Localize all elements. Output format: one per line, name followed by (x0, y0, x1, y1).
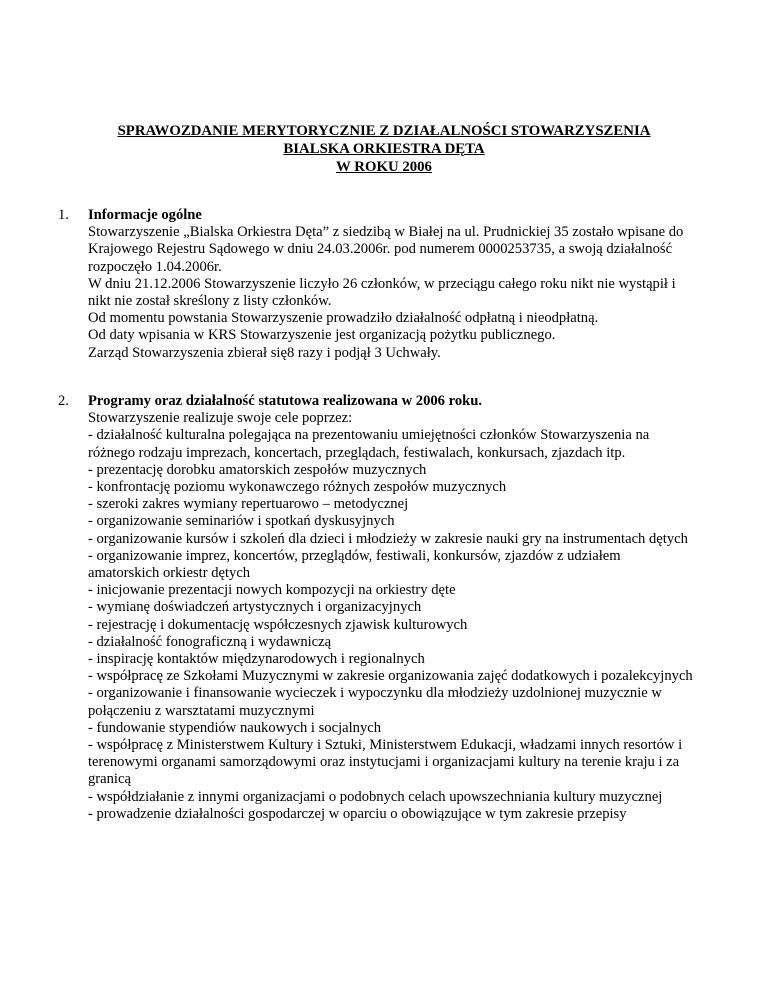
paragraph-line: Stowarzyszenie „Bialska Orkiestra Dęta” z siedzibą w Białej na ul. Prudnickiej 35 zostało wpisane do (88, 224, 684, 241)
list-line: różnego rodzaju imprezach, koncertach, przeglądach, festiwalach, konkursach, zjazdach itp. (88, 444, 626, 461)
list-line: - organizowanie i finansowanie wycieczek i wypoczynku dla młodzieży uzdolnionej muzycznie w (88, 685, 662, 702)
list-line: - fundowanie stypendiów naukowych i socjalnych (88, 719, 382, 736)
list-line: - prowadzenie działalności gospodarczej w oparciu o obowiązujące w tym zakresie przepisy (88, 805, 627, 822)
section-intro: Stowarzyszenie realizuje swoje cele poprzez: (88, 410, 353, 427)
list-line: - współpracę z Ministerstwem Kultury i Sztuki, Ministerstwem Edukacji, władzami innych resortów i (88, 737, 683, 754)
list-line: amatorskich orkiestr dętych (88, 565, 251, 582)
list-line: - działalność fonograficzną i wydawniczą (88, 633, 332, 650)
list-line: - szeroki zakres wymiany repertuarowo – metodycznej (88, 496, 409, 513)
list-line: granicą (88, 771, 131, 788)
section-number: 1. (58, 207, 69, 223)
paragraph-line: Krajowego Rejestru Sądowego w dniu 24.03.2006r. pod numerem 0000253735, a swoją działalność (88, 241, 673, 258)
paragraph-line: Zarząd Stowarzyszenia zbierał się8 razy i podjął 3 Uchwały. (88, 344, 441, 361)
goals-list (88, 427, 748, 823)
list-line: - współpracę ze Szkołami Muzycznymi w zakresie organizowania zajęć dodatkowych i pozalekcyjnych (88, 668, 693, 685)
section-programs (58, 393, 748, 823)
list-line: połączeniu z warsztatami muzycznymi (88, 702, 315, 719)
list-line: - inspirację kontaktów międzynarodowych i regionalnych (88, 651, 425, 668)
list-line: - inicjowanie prezentacji nowych kompozycji na orkiestry dęte (88, 582, 456, 599)
title-line-2: BIALSKA ORKIESTRA DĘTA (283, 141, 485, 157)
list-line: - rejestrację i dokumentację współczesnych zjawisk kulturowych (88, 616, 468, 633)
list-line: - organizowanie seminariów i spotkań dyskusyjnych (88, 513, 395, 530)
title-line-3: W ROKU 2006 (336, 159, 432, 175)
list-line: terenowymi organami samorządowymi oraz instytucjami i organizacjami kultury na terenie kraju i za (88, 754, 680, 771)
section-number: 2. (58, 393, 69, 409)
list-line: - prezentację dorobku amatorskich zespołów muzycznych (88, 461, 427, 478)
paragraph-line: W dniu 21.12.2006 Stowarzyszenie liczyło 26 członków, w przeciągu całego roku nikt nie wystąpił i (88, 275, 676, 292)
section-heading: Programy oraz działalność statutowa realizowana w 2006 roku. (88, 393, 483, 409)
paragraph-line: rozpoczęło 1.04.2006r. (88, 258, 222, 275)
list-line: - konfrontację poziomu wykonawczego różnych zespołów muzycznych (88, 479, 507, 496)
list-line: - współdziałanie z innymi organizacjami o podobnych celach upowszechniania kultury muzycznej (88, 788, 663, 805)
list-line: - wymianę doświadczeń artystycznych i organizacyjnych (88, 599, 422, 616)
document-title (40, 122, 728, 176)
title-line-1: SPRAWOZDANIE MERYTORYCZNIE Z DZIAŁALNOŚCI STOWARZYSZENIA (117, 123, 651, 139)
list-line: - działalność kulturalna polegająca na prezentowaniu umiejętności członków Stowarzyszenia na (88, 427, 650, 444)
paragraph-line: Od momentu powstania Stowarzyszenie prowadziło działalność odpłatną i nieodpłatną. (88, 310, 599, 327)
paragraph-line: Od daty wpisania w KRS Stowarzyszenie jest organizacją pożytku publicznego. (88, 327, 556, 344)
list-line: - organizowanie imprez, koncertów, przeglądów, festiwali, konkursów, zjazdów z udziałem (88, 547, 621, 564)
paragraph-line: nikt nie został skreślony z listy członków. (88, 293, 332, 310)
list-line: - organizowanie kursów i szkoleń dla dzieci i młodzieży w zakresie nauki gry na instrumentach dętych (88, 530, 688, 547)
section-heading: Informacje ogólne (88, 207, 202, 223)
section-general-info (58, 207, 748, 362)
